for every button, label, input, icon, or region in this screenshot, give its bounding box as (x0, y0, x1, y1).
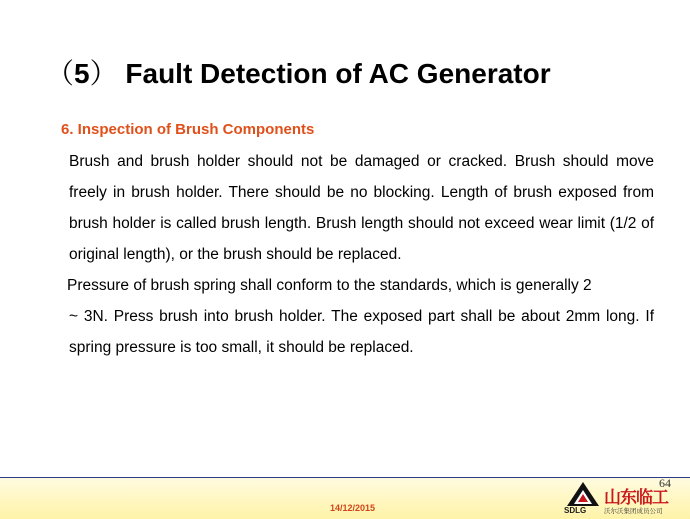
title-paren-open: （ (46, 58, 75, 89)
logo-triangle-icon (566, 481, 600, 507)
footer-date: 14/12/2015 (330, 503, 376, 513)
title-number: 5 (74, 58, 90, 89)
slide-title (46, 52, 666, 92)
paragraph-brush-inspection: Brush and brush holder should not be damaged or cracked. Brush should move freely in brush holder. There should be no blocking. Length of brush exposed from brush holder is called brush length. Brush length should not exceed wear limit (1/2 of original length), or the brush should be replaced. (69, 153, 654, 263)
company-logo (560, 481, 690, 518)
title-text: Fault Detection of AC Generator (125, 58, 551, 89)
title-paren-close: ） (89, 58, 118, 89)
logo-brand: SDLG (564, 506, 587, 515)
logo-name-cn: 山东临工 (604, 488, 668, 508)
section-heading: 6. Inspection of Brush Components (61, 121, 315, 138)
paragraph-spring-pressure (67, 270, 654, 363)
paragraph-spring-pressure-first-line: Pressure of brush spring shall conform to the standards, which is generally 2 (67, 277, 592, 294)
logo-subtitle-cn: 沃尔沃集团成员公司 (604, 507, 663, 515)
paragraph-spring-pressure-continuation: ~ 3N. Press brush into brush holder. The exposed part shall be about 2mm long. If spring pressure is too small, it should be replaced. (69, 308, 654, 356)
page-number: 64 (659, 476, 671, 490)
